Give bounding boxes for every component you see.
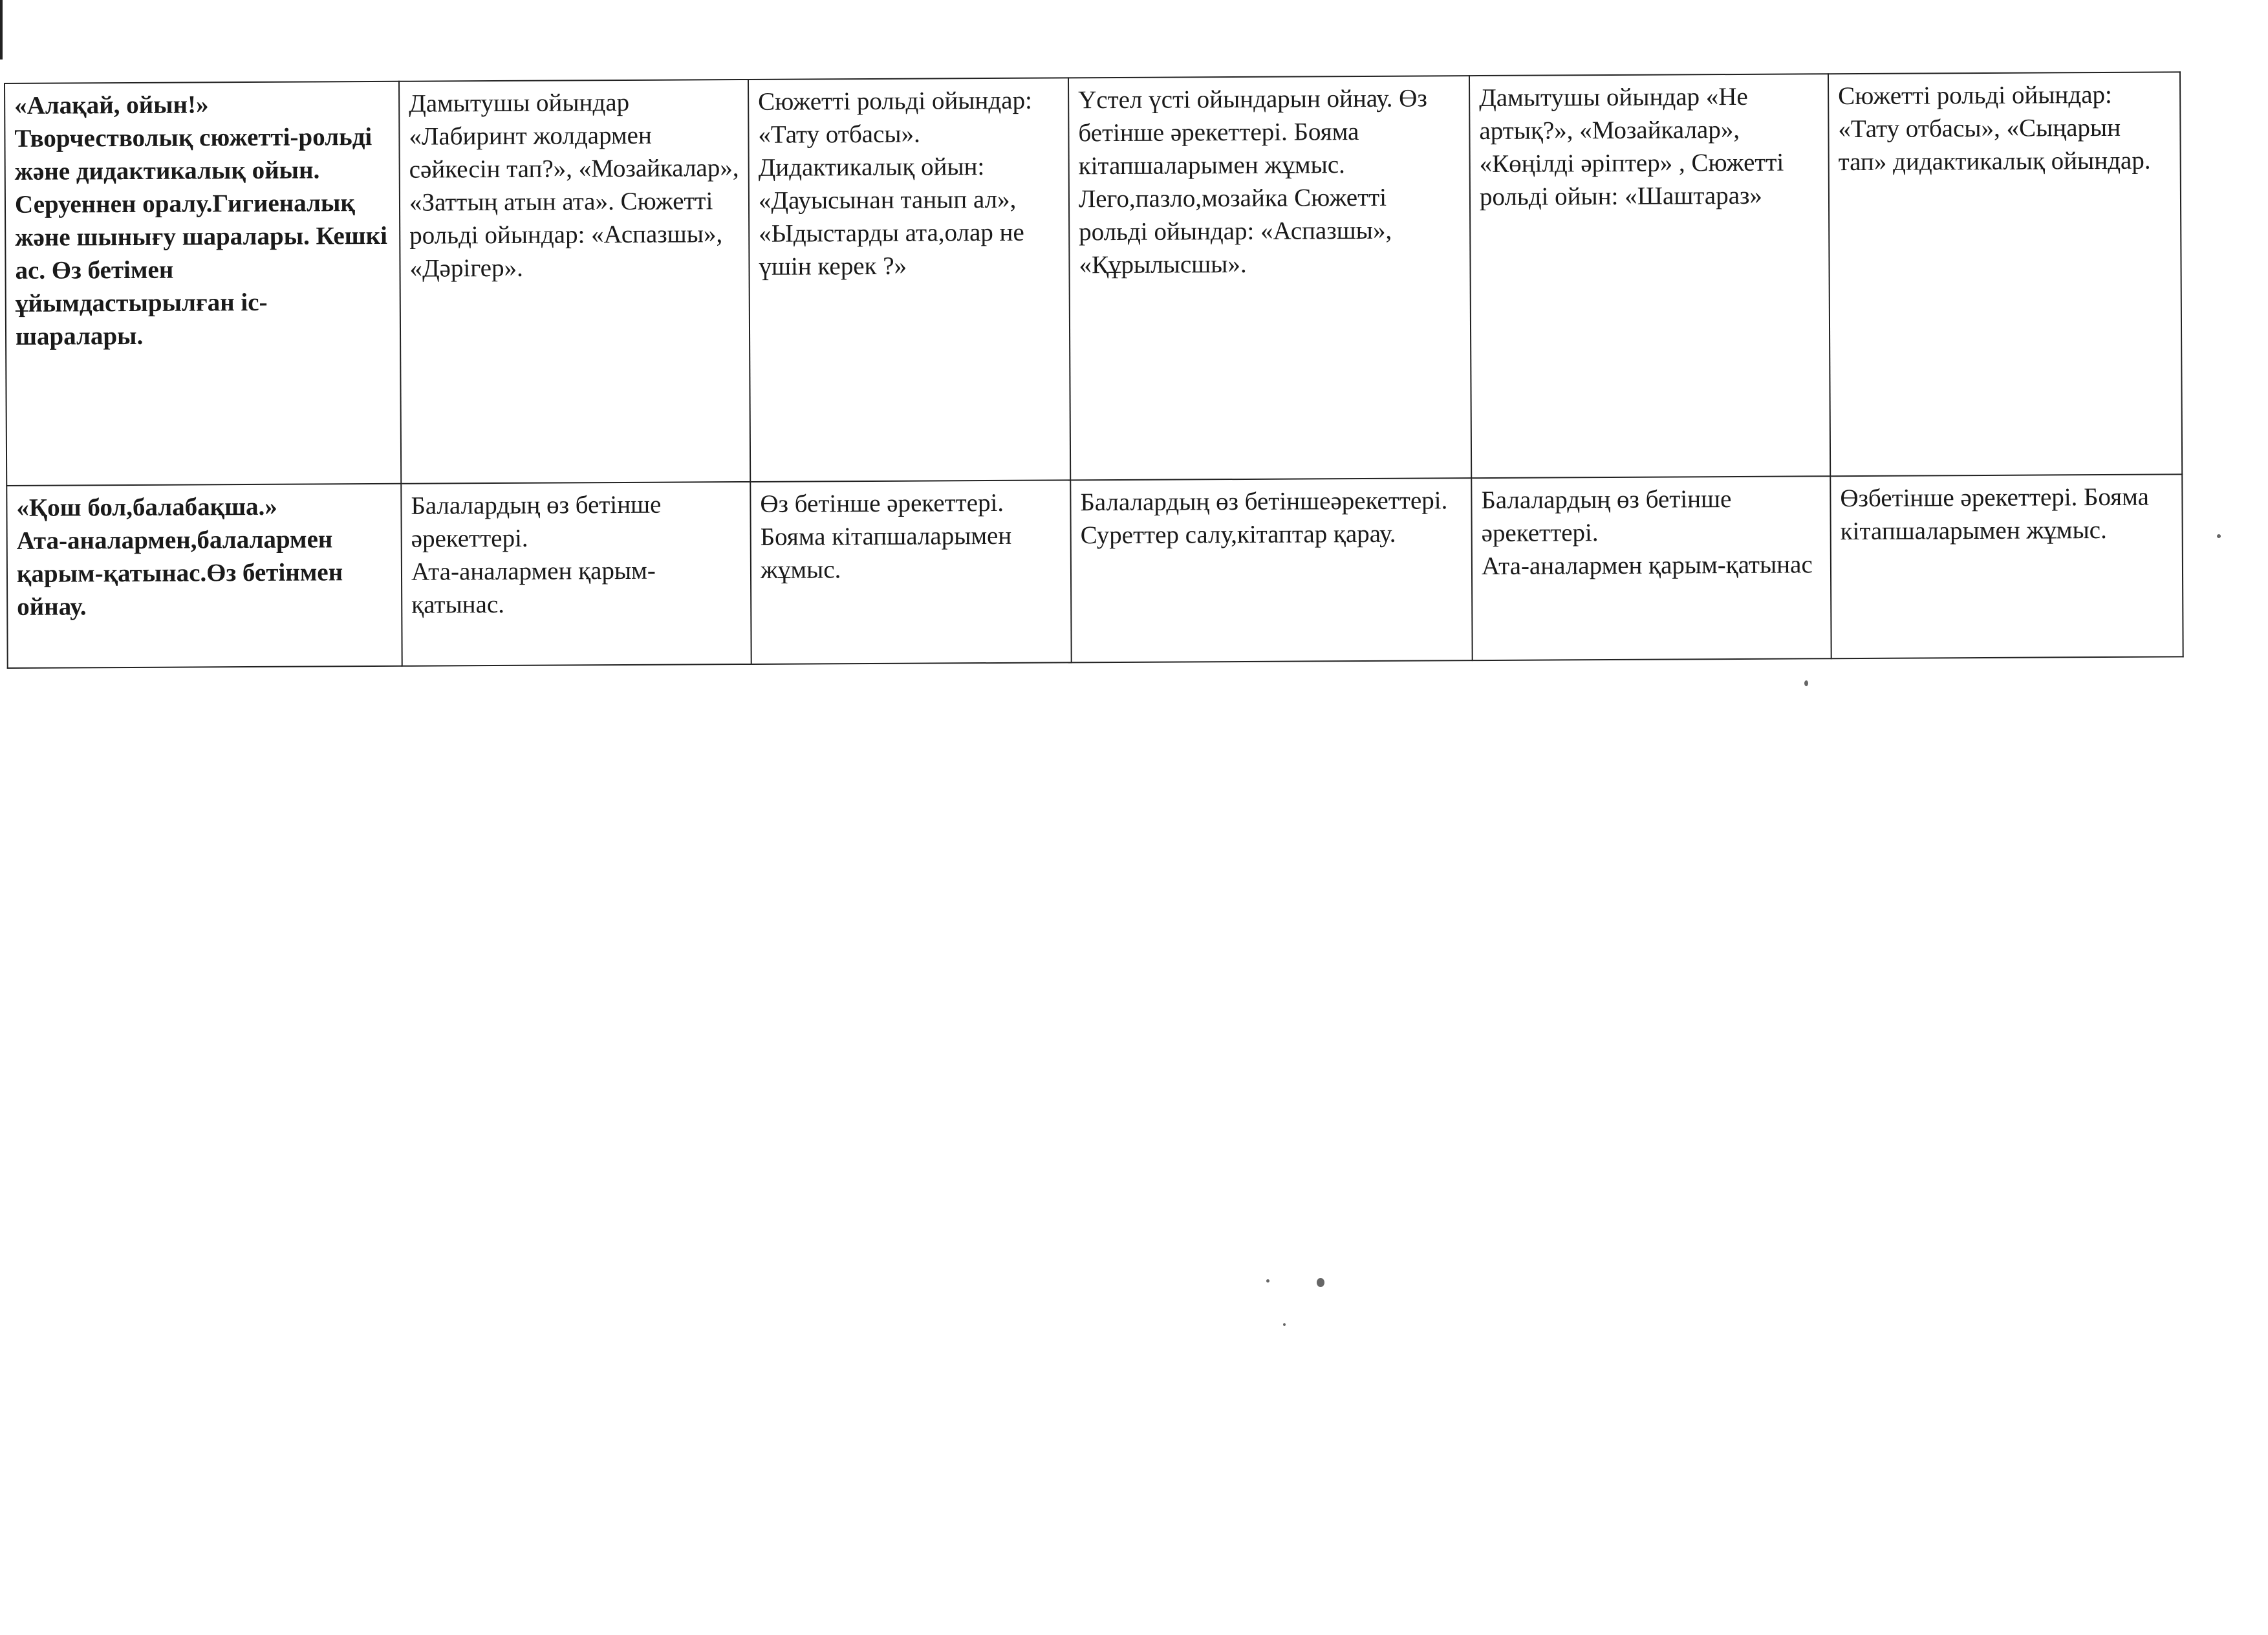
- scan-speck: [1804, 680, 1808, 686]
- table-row: [6, 474, 2183, 668]
- row-label-line: «Алақай, ойын!»: [14, 91, 209, 120]
- row-label-cell: [5, 81, 401, 486]
- table-cell-monday: [399, 80, 750, 484]
- table-cell-monday: [401, 482, 751, 666]
- scan-edge-mark: [0, 0, 3, 60]
- row-label-line: Ата-аналармен,балалармен қарым-қатынас.Өз бетінмен ойнау.: [16, 525, 343, 621]
- cell-text: Дамытушы ойындар «Не артық?», «Мозайкалар», «Көңілді әріптер» , Сюжетті рольді ойын: «Шаштараз»: [1479, 82, 1784, 211]
- cell-text: Сюжетті рольді ойындар: «Тату отбасы», «Сыңарын тап» дидактикалық ойындар.: [1838, 80, 2151, 177]
- cell-text: Сюжетті рольді ойындар: «Тату отбасы».: [758, 86, 1032, 149]
- row-label-line: Творчестволық сюжетті-рольді және дидактикалық ойын.: [14, 123, 373, 186]
- table-row: [5, 72, 2182, 486]
- table-cell-tuesday: [750, 480, 1071, 664]
- cell-text: Суреттер салу,кітаптар қарау.: [1080, 519, 1396, 550]
- scan-speck: [1266, 1279, 1269, 1283]
- cell-text: Дамытушы ойындар «Лабиринт жолдармен сәйкесін тап?», «Мозайкалар», «Заттың атын ата». Сюжетті рольді ойындар: «Аспазшы», «Дәрігер».: [409, 88, 739, 283]
- table-cell-thursday: [1471, 476, 1831, 660]
- scan-speck: [1317, 1278, 1324, 1287]
- row-label-line: Серуеннен оралу.Гигиеналық және шынығу шаралары. Кешкі ас. Өз бетімен ұйымдастырылған іс-шаралары.: [14, 189, 388, 351]
- cell-text: Ата-аналармен қарым-қатынас.: [411, 556, 656, 619]
- scan-speck: [1283, 1323, 1286, 1326]
- table-cell-friday: [1828, 72, 2182, 476]
- cell-text: Дидактикалық ойын: «Дауысынан танып ал», «Ыдыстарды ата,олар не үшін керек ?»: [758, 153, 1024, 281]
- row-label-cell: [6, 484, 402, 668]
- cell-text: Балалардың өз бетінше әрекеттері.: [1481, 485, 1732, 548]
- cell-text: Өз бетінше әрекеттері. Бояма кітапшаларымен жұмыс.: [760, 488, 1012, 584]
- row-label-line: «Қош бол,балабақша.»: [16, 492, 277, 522]
- cell-text: Балалардың өз бетінше әрекеттері.: [411, 490, 662, 553]
- table-cell-friday: [1830, 474, 2183, 658]
- cell-text: Өзбетінше әрекеттері. Бояма кітапшаларымен жұмыс.: [1840, 482, 2150, 546]
- table-cell-wednesday: [1070, 478, 1472, 662]
- scan-speck: [2217, 534, 2221, 538]
- cell-text: Үстел үсті ойындарын ойнау. Өз бетінше әрекеттері. Бояма кітапшаларымен жұмыс. Лего,пазло,мозайка Сюжетті рольді ойындар: «Аспазшы», «Құрылысшы».: [1078, 84, 1427, 279]
- daily-plan-table: [4, 71, 2184, 669]
- table-cell-tuesday: [748, 78, 1070, 482]
- table-cell-wednesday: [1068, 76, 1471, 480]
- cell-text: Балалардың өз бетіншеәрекеттері.: [1080, 486, 1448, 517]
- cell-text: Ата-аналармен қарым-қатынас: [1481, 550, 1813, 581]
- table-cell-thursday: [1469, 74, 1830, 478]
